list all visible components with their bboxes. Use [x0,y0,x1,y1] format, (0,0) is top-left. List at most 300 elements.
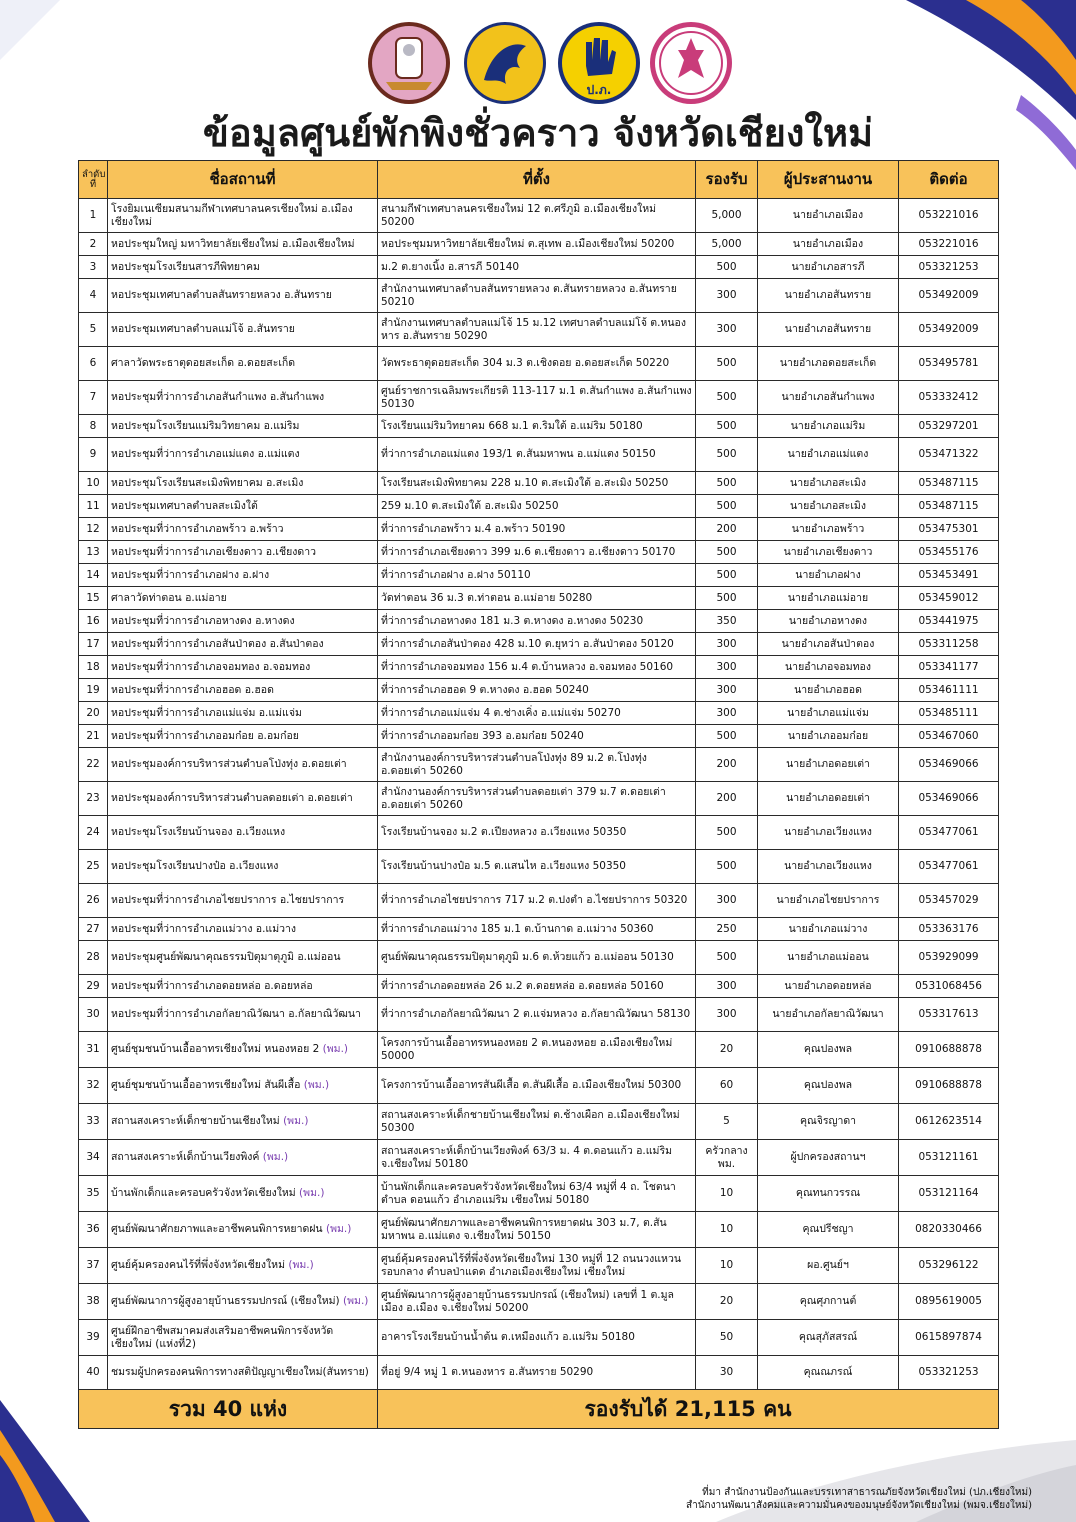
shelter-contact: 0531068456 [899,975,999,998]
shelter-name-text: สถานสงเคราะห์เด็กบ้านเวียงพิงค์ [111,1151,260,1163]
row-number: 5 [79,313,108,347]
shelter-contact: 053461111 [899,679,999,702]
table-row [79,587,999,610]
shelter-coordinator: นายอำเภอดอยหล่อ [758,975,899,998]
shelter-capacity: 200 [696,782,758,816]
shelter-contact: 0615897874 [899,1320,999,1356]
shelter-name [108,495,378,518]
shelter-location: ที่ว่าการอำเภอแม่วาง 185 ม.1 ต.บ้านกาด อ.แม่วาง 50360 [378,918,696,941]
shelter-name [108,1248,378,1284]
shelter-location: โรงเรียนบ้านจอง ม.2 ต.เปียงหลวง อ.เวียงแหง 50350 [378,816,696,850]
shelter-contact: 0895619005 [899,1284,999,1320]
shelter-coordinator: นายอำเภอแม่ออน [758,941,899,975]
shelter-name [108,975,378,998]
shelter-name-text: หอประชุมโรงเรียนบ้านจอง อ.เวียงแหง [111,826,286,838]
shelter-location: ศูนย์พัฒนาศักยภาพและอาชีพคนพิการหยาดฝน 303 ม.7, ต.สันมหาพน อ.แม่แตง จ.เชียงใหม่ 50150 [378,1212,696,1248]
shelter-name [108,438,378,472]
shelter-name [108,347,378,381]
shelter-capacity: 500 [696,541,758,564]
shelter-capacity: 300 [696,633,758,656]
table-row [79,679,999,702]
header-coordinator: ผู้ประสานงาน [758,161,899,199]
shelter-name-text: หอประชุมองค์การบริหารส่วนตำบลโป่งทุ่ง อ.ดอยเต่า [111,758,347,770]
shelter-capacity: 500 [696,381,758,415]
shelter-contact: 053495781 [899,347,999,381]
row-number: 18 [79,656,108,679]
table-row [79,610,999,633]
shelter-capacity: 500 [696,495,758,518]
table-row [79,313,999,347]
shelter-name-text: ศูนย์พัฒนาศักยภาพและอาชีพคนพิการหยาดฝน [111,1223,323,1235]
row-number: 27 [79,918,108,941]
row-number: 32 [79,1068,108,1104]
shelter-name-text: ศูนย์คุ้มครองคนไร้ที่พึ่งจังหวัดเชียงใหม่ [111,1259,286,1271]
shelter-name [108,1176,378,1212]
shelter-coordinator: คุณณภรณ์ [758,1356,899,1390]
shelter-name-text: หอประชุมศูนย์พัฒนาคุณธรรมปิตุมาตุภูมิ อ.แม่ออน [111,951,341,963]
row-number: 22 [79,748,108,782]
header-capacity: รองรับ [696,161,758,199]
shelter-location: ที่ว่าการอำเภอหางดง 181 ม.3 ต.หางดง อ.หางดง 50230 [378,610,696,633]
shelter-name [108,941,378,975]
table-row [79,233,999,256]
shelter-location: โรงเรียนบ้านปางป๋อ ม.5 ต.แสนไห อ.เวียงแหง 50350 [378,850,696,884]
shelter-name-text: หอประชุมที่ว่าการอำเภอไชยปราการ อ.ไชยปราการ [111,894,345,906]
table-row [79,1068,999,1104]
shelter-capacity: 10 [696,1176,758,1212]
shelter-coordinator: นายอำเภอเชียงดาว [758,541,899,564]
agency-tag: (พม.) [343,1295,369,1307]
shelter-name-text: ชมรมผู้ปกครองคนพิการทางสติปัญญาเชียงใหม่(สันทราย) [111,1366,369,1378]
shelter-location: ที่ว่าการอำเภอแม่แจ่ม 4 ต.ช่างเคิ่ง อ.แม่แจ่ม 50270 [378,702,696,725]
shelter-location: วัดพระธาตุดอยสะเก็ด 304 ม.3 ต.เชิงดอย อ.ดอยสะเก็ด 50220 [378,347,696,381]
shelter-coordinator: นายอำเภอไชยปราการ [758,884,899,918]
shelter-location: สำนักงานองค์การบริหารส่วนตำบลโป่งทุ่ง 89 ม.2 ต.โป่งทุ่ง อ.ดอยเต่า 50260 [378,748,696,782]
shelter-name-text: หอประชุมเทศบาลตำบลแม่โจ้ อ.สันทราย [111,323,295,335]
shelter-location: โรงเรียนแม่ริมวิทยาคม 668 ม.1 ต.ริมใต้ อ.แม่ริม 50180 [378,415,696,438]
shelter-contact: 053121164 [899,1176,999,1212]
shelter-contact: 053321253 [899,256,999,279]
shelter-location: บ้านพักเด็กและครอบครัวจังหวัดเชียงใหม่ 63/4 หมู่ที่ 4 ถ. โชตนา ตำบล ดอนแก้ว อำเภอแม่ริม เชียงใหม่ 50180 [378,1176,696,1212]
row-number: 31 [79,1032,108,1068]
shelter-coordinator: นายอำเภอสารภี [758,256,899,279]
shelter-name [108,564,378,587]
shelter-name [108,1140,378,1176]
row-number: 13 [79,541,108,564]
shelter-contact: 053441975 [899,610,999,633]
shelter-coordinator: นายอำเภอจอมทอง [758,656,899,679]
shelter-location: ศูนย์พัฒนาการผู้สูงอายุบ้านธรรมปกรณ์ (เชียงใหม่) เลขที่ 1 ต.มูลเมือง อ.เมือง จ.เชียงใหม่ 50200 [378,1284,696,1320]
table-row [79,782,999,816]
shelter-coordinator: นายอำเภอสันป่าตอง [758,633,899,656]
table-row [79,495,999,518]
shelter-name [108,415,378,438]
shelter-capacity: 500 [696,564,758,587]
shelter-name-text: หอประชุมที่ว่าการอำเภออมก๋อย อ.อมก๋อย [111,729,299,742]
shelter-name-text: หอประชุมที่ว่าการอำเภอฮอด อ.ฮอด [111,683,274,696]
agency-tag: (พม.) [299,1187,325,1199]
shelter-capacity: 500 [696,587,758,610]
shelter-contact: 053929099 [899,941,999,975]
row-number: 23 [79,782,108,816]
row-number: 30 [79,998,108,1032]
shelter-name-text: หอประชุมเทศบาลตำบลสันทรายหลวง อ.สันทราย [111,289,332,301]
shelter-name [108,702,378,725]
row-number: 10 [79,472,108,495]
shelter-location: สถานสงเคราะห์เด็กชายบ้านเชียงใหม่ ต.ช้างเผือก อ.เมืองเชียงใหม่ 50300 [378,1104,696,1140]
shelter-capacity: 60 [696,1068,758,1104]
shelter-name [108,1032,378,1068]
agency-tag: (พม.) [283,1115,309,1127]
shelter-capacity: 250 [696,918,758,941]
shelter-coordinator: นายอำเภอเมือง [758,233,899,256]
shelter-location: ที่ว่าการอำเภอดอยหล่อ 26 ม.2 ต.ดอยหล่อ อ.ดอยหล่อ 50160 [378,975,696,998]
shelter-name [108,1212,378,1248]
header-name: ชื่อสถานที่ [108,161,378,199]
header-no: ลำดับที่ [79,161,108,199]
table-row [79,850,999,884]
shelter-capacity: 500 [696,347,758,381]
shelter-contact: 053453491 [899,564,999,587]
table-row [79,347,999,381]
shelter-location: ที่ว่าการอำเภอเชียงดาว 399 ม.6 ต.เชียงดาว อ.เชียงดาว 50170 [378,541,696,564]
shelter-capacity: 500 [696,415,758,438]
shelter-location: หอประชุมมหาวิทยาลัยเชียงใหม่ ต.สุเทพ อ.เมืองเชียงใหม่ 50200 [378,233,696,256]
row-number: 24 [79,816,108,850]
shelter-coordinator: นายอำเภอดอยเต่า [758,748,899,782]
row-number: 40 [79,1356,108,1390]
shelter-name [108,199,378,233]
shelter-name [108,1284,378,1320]
shelter-contact: 0910688878 [899,1032,999,1068]
agency-tag: (พม.) [262,1151,289,1163]
shelter-name [108,1104,378,1140]
shelter-name [108,472,378,495]
shelter-capacity: 500 [696,725,758,748]
source-note [686,1486,1032,1512]
table-row [79,1140,999,1176]
shelter-coordinator: นายอำเภอเมือง [758,199,899,233]
shelter-capacity: ครัวกลาง พม. [696,1140,758,1176]
shelter-capacity: 350 [696,610,758,633]
shelter-name [108,381,378,415]
shelter-contact: 053311258 [899,633,999,656]
shelter-contact: 053332412 [899,381,999,415]
shelter-name [108,1356,378,1390]
shelter-location: โรงเรียนสะเมิงพิทยาคม 228 ม.10 ต.สะเมิงใต้ อ.สะเมิง 50250 [378,472,696,495]
shelter-name-text: หอประชุมที่ว่าการอำเภอดอยหล่อ อ.ดอยหล่อ [111,979,313,992]
svg-text:ป.ภ.: ป.ภ. [586,83,612,97]
shelter-capacity: 5 [696,1104,758,1140]
shelter-location: 259 ม.10 ต.สะเมิงใต้ อ.สะเมิง 50250 [378,495,696,518]
total-capacity: รองรับได้ 21,115 คน [378,1390,999,1429]
shelter-capacity: 30 [696,1356,758,1390]
shelter-coordinator: คุณศุภกานต์ [758,1284,899,1320]
shelter-location: ที่ว่าการอำเภอฮอด 9 ต.หางดง อ.ฮอด 50240 [378,679,696,702]
shelter-capacity: 500 [696,850,758,884]
shelter-capacity: 300 [696,679,758,702]
row-number: 29 [79,975,108,998]
row-number: 9 [79,438,108,472]
shelter-location: ศูนย์พัฒนาคุณธรรมปิตุมาตุภูมิ ม.6 ต.ห้วยแก้ว อ.แม่ออน 50130 [378,941,696,975]
shelter-coordinator: ผู้ปกครองสถานฯ [758,1140,899,1176]
shelter-name [108,541,378,564]
total-places: รวม 40 แห่ง [79,1390,378,1429]
row-number: 38 [79,1284,108,1320]
row-number: 16 [79,610,108,633]
shelter-name [108,313,378,347]
source-line-1: ที่มา สำนักงานป้องกันและบรรเทาสาธารณภัยจังหวัดเชียงใหม่ (ปภ.เชียงใหม่) [702,1487,1032,1498]
shelter-name [108,998,378,1032]
shelter-name-text: ศูนย์พัฒนาการผู้สูงอายุบ้านธรรมปกรณ์ (เชียงใหม่) [111,1295,340,1307]
row-number: 37 [79,1248,108,1284]
shelter-coordinator: นายอำเภอสันทราย [758,313,899,347]
table-row [79,1032,999,1068]
shelter-location: ที่ว่าการอำเภอสันป่าตอง 428 ม.10 ต.ยุหว่า อ.สันป่าตอง 50120 [378,633,696,656]
shelter-name-text: หอประชุมโรงเรียนสะเมิงพิทยาคม อ.สะเมิง [111,476,304,489]
shelter-coordinator: ผอ.ศูนย์ฯ [758,1248,899,1284]
shelter-name-text: บ้านพักเด็กและครอบครัวจังหวัดเชียงใหม่ [111,1187,296,1199]
shelter-coordinator: นายอำเภอดอยเต่า [758,782,899,816]
row-number: 21 [79,725,108,748]
deity-seal-icon [648,20,734,106]
agency-tag: (พม.) [303,1079,330,1091]
shelter-capacity: 300 [696,884,758,918]
shelter-name [108,816,378,850]
shelter-contact: 053469066 [899,748,999,782]
table-row [79,1320,999,1356]
shelter-name [108,748,378,782]
row-number: 26 [79,884,108,918]
shelter-contact: 053492009 [899,279,999,313]
shelter-coordinator: นายอำเภอเวียงแหง [758,850,899,884]
shelter-coordinator: นายอำเภอสะเมิง [758,495,899,518]
shelter-contact: 053475301 [899,518,999,541]
shelter-name-text: หอประชุมที่ว่าการอำเภอแม่แจ่ม อ.แม่แจ่ม [111,706,302,719]
shelter-name [108,1320,378,1356]
shelter-name-text: ศาลาวัดพระธาตุดอยสะเก็ด อ.ดอยสะเก็ด [111,357,296,369]
row-number: 7 [79,381,108,415]
shelter-coordinator: นายอำเภอดอยสะเก็ด [758,347,899,381]
shelter-coordinator: นายอำเภอแม่ริม [758,415,899,438]
shelter-contact: 053321253 [899,1356,999,1390]
table-header-row [79,161,999,199]
shelter-name-text: หอประชุมที่ว่าการอำเภอเชียงดาว อ.เชียงดาว [111,545,317,558]
shelter-contact: 053317613 [899,998,999,1032]
table-row [79,975,999,998]
shelter-name-text: หอประชุมที่ว่าการอำเภอกัลยาณิวัฒนา อ.กัลยาณิวัฒนา [111,1008,361,1020]
shelter-coordinator: นายอำเภอแม่อาย [758,587,899,610]
table-row [79,256,999,279]
shelter-location: ที่ว่าการอำเภอฝาง อ.ฝาง 50110 [378,564,696,587]
shelter-capacity: 500 [696,472,758,495]
shelter-coordinator: คุณจิรญาดา [758,1104,899,1140]
shelter-capacity: 300 [696,279,758,313]
shelter-location: ที่ว่าการอำเภอไชยปราการ 717 ม.2 ต.ปงตำ อ.ไชยปราการ 50320 [378,884,696,918]
shelter-contact: 053457029 [899,884,999,918]
shelter-capacity: 5,000 [696,199,758,233]
header-location: ที่ตั้ง [378,161,696,199]
table-row [79,381,999,415]
shelter-name-text: ศาลาวัดท่าตอน อ.แม่อาย [111,591,227,604]
shelter-capacity: 20 [696,1284,758,1320]
shelter-coordinator: คุณปองพล [758,1068,899,1104]
shelter-name-text: หอประชุมที่ว่าการอำเภอพร้าว อ.พร้าว [111,522,284,535]
logo-row [0,20,1076,106]
shelter-name-text: หอประชุมใหญ่ มหาวิทยาลัยเชียงใหม่ อ.เมืองเชียงใหม่ [111,237,355,250]
row-number: 6 [79,347,108,381]
shelter-table [78,160,999,1429]
shelter-name [108,518,378,541]
shelter-contact: 053467060 [899,725,999,748]
shelter-coordinator: นายอำเภอสันทราย [758,279,899,313]
shelter-contact: 053469066 [899,782,999,816]
shelter-table-container [78,160,998,1429]
shelter-name-text: หอประชุมองค์การบริหารส่วนตำบลดอยเต่า อ.ดอยเต่า [111,792,353,804]
shelter-coordinator: นายอำเภอฮอด [758,679,899,702]
row-number: 36 [79,1212,108,1248]
shelter-coordinator: คุณทนกวรรณ [758,1176,899,1212]
shelter-name [108,1068,378,1104]
shelter-capacity: 200 [696,518,758,541]
shelter-name [108,782,378,816]
table-row [79,279,999,313]
shelter-name-text: สถานสงเคราะห์เด็กชายบ้านเชียงใหม่ [111,1115,280,1127]
table-row [79,472,999,495]
shelter-capacity: 500 [696,941,758,975]
shelter-coordinator: นายอำเภอสันกำแพง [758,381,899,415]
shelter-contact: 053341177 [899,656,999,679]
shelter-capacity: 300 [696,313,758,347]
shelter-name [108,256,378,279]
shelter-coordinator: คุณปรีชญา [758,1212,899,1248]
shelter-name-text: หอประชุมที่ว่าการอำเภอสันป่าตอง อ.สันป่าตอง [111,637,324,650]
row-number: 8 [79,415,108,438]
table-row [79,564,999,587]
shelter-coordinator: นายอำเภอกัลยาณิวัฒนา [758,998,899,1032]
shelter-name-text: ศูนย์ฝึกอาชีพสมาคมส่งเสริมอาชีพคนพิการจังหวัดเชียงใหม่ (แห่งที่2) [111,1324,334,1350]
shelter-coordinator: นายอำเภอแม่แตง [758,438,899,472]
table-row [79,656,999,679]
table-row [79,816,999,850]
shelter-name [108,884,378,918]
shelter-name [108,918,378,941]
shelter-coordinator: นายอำเภอสะเมิง [758,472,899,495]
row-number: 3 [79,256,108,279]
shelter-location: ที่ว่าการอำเภอพร้าว ม.4 อ.พร้าว 50190 [378,518,696,541]
row-number: 33 [79,1104,108,1140]
shelter-location: ม.2 ต.ยางเนิ้ง อ.สารภี 50140 [378,256,696,279]
shelter-name [108,633,378,656]
table-row [79,1248,999,1284]
shelter-location: สำนักงานเทศบาลตำบลสันทรายหลวง ต.สันทรายหลวง อ.สันทราย 50210 [378,279,696,313]
row-number: 11 [79,495,108,518]
agency-tag: (พม.) [288,1259,314,1271]
shelter-contact: 053485111 [899,702,999,725]
shelter-contact: 053459012 [899,587,999,610]
shelter-capacity: 500 [696,256,758,279]
shelter-location: สำนักงานองค์การบริหารส่วนตำบลดอยเต่า 379 ม.7 ต.ดอยเต่า อ.ดอยเต่า 50260 [378,782,696,816]
row-number: 25 [79,850,108,884]
row-number: 4 [79,279,108,313]
shelter-contact: 053297201 [899,415,999,438]
shelter-location: อาคารโรงเรียนบ้านน้ำต้น ต.เหมืองแก้ว อ.แม่ริม 50180 [378,1320,696,1356]
shelter-name [108,725,378,748]
table-row [79,438,999,472]
row-number: 19 [79,679,108,702]
table-row [79,1212,999,1248]
shelter-location: สนามกีฬาเทศบาลนครเชียงใหม่ 12 ต.ศรีภูมิ อ.เมืองเชียงใหม่ 50200 [378,199,696,233]
shelter-name-text: หอประชุมโรงเรียนสารภีพิทยาคม [111,260,260,273]
shelter-contact: 053296122 [899,1248,999,1284]
shelter-contact: 053221016 [899,233,999,256]
shelter-name-text: หอประชุมที่ว่าการอำเภอหางดง อ.หางดง [111,614,295,627]
shelter-contact: 053477061 [899,850,999,884]
shelter-location: ที่ว่าการอำเภอแม่แตง 193/1 ต.สันมหาพน อ.แม่แตง 50150 [378,438,696,472]
shelter-name [108,850,378,884]
dragon-emblem-icon [462,20,548,106]
row-number: 20 [79,702,108,725]
table-row [79,541,999,564]
shelter-location: โครงการบ้านเอื้ออาทรหนองหอย 2 ต.หนองหอย อ.เมืองเชียงใหม่ 50000 [378,1032,696,1068]
shelter-location: สำนักงานเทศบาลตำบลแม่โจ้ 15 ม.12 เทศบาลตำบลแม่โจ้ ต.หนองหาร อ.สันทราย 50290 [378,313,696,347]
shelter-location: ที่ว่าการอำเภอจอมทอง 156 ม.4 ต.บ้านหลวง อ.จอมทอง 50160 [378,656,696,679]
shelter-contact: 053477061 [899,816,999,850]
shelter-name [108,587,378,610]
shelter-coordinator: นายอำเภอพร้าว [758,518,899,541]
shelter-contact: 053492009 [899,313,999,347]
table-row [79,725,999,748]
shelter-location: ศูนย์คุ้มครองคนไร้ที่พึ่งจังหวัดเชียงใหม่ 130 หมู่ที่ 12 ถนนวงแหวนรอบกลาง ตำบลป่าแดด อำเภอเมืองเชียงใหม่ เชียงใหม่ [378,1248,696,1284]
shelter-capacity: 300 [696,975,758,998]
shelter-capacity: 500 [696,438,758,472]
shelter-contact: 053471322 [899,438,999,472]
row-number: 14 [79,564,108,587]
table-footer-row [79,1390,999,1429]
shelter-name [108,279,378,313]
shelter-coordinator: นายอำเภอเวียงแหง [758,816,899,850]
shelter-coordinator: คุณปองพล [758,1032,899,1068]
shelter-contact: 053487115 [899,495,999,518]
shelter-contact: 053455176 [899,541,999,564]
table-row [79,918,999,941]
page-title: ข้อมูลศูนย์พักพิงชั่วคราว จังหวัดเชียงใหม่ [202,111,874,155]
table-body [79,199,999,1390]
shelter-name-text: หอประชุมโรงเรียนแม่ริมวิทยาคม อ.แม่ริม [111,419,300,432]
shelter-location: ที่ว่าการอำเภออมก๋อย 393 อ.อมก๋อย 50240 [378,725,696,748]
shelter-name-text: หอประชุมที่ว่าการอำเภอจอมทอง อ.จอมทอง [111,660,311,673]
shelter-location: สถานสงเคราะห์เด็กบ้านเวียงพิงค์ 63/3 ม. 4 ต.ดอนแก้ว อ.แม่ริม จ.เชียงใหม่ 50180 [378,1140,696,1176]
table-row [79,884,999,918]
row-number: 2 [79,233,108,256]
shelter-capacity: 50 [696,1320,758,1356]
decoration-bottom-left [0,1400,90,1522]
table-row [79,1176,999,1212]
shelter-name [108,233,378,256]
shelter-location: ที่ว่าการอำเภอกัลยาณิวัฒนา 2 ต.แจ่มหลวง อ.กัลยาณิวัฒนา 58130 [378,998,696,1032]
shelter-name-text: หอประชุมที่ว่าการอำเภอแม่วาง อ.แม่วาง [111,922,297,935]
row-number: 28 [79,941,108,975]
table-row [79,1356,999,1390]
shelter-coordinator: นายอำเภอแม่แจ่ม [758,702,899,725]
table-row [79,199,999,233]
shelter-capacity: 10 [696,1248,758,1284]
dopa-hand-emblem-icon [556,20,642,106]
table-row [79,702,999,725]
shelter-location: โครงการบ้านเอื้ออาทรสันผีเสื้อ ต.สันผีเสื้อ อ.เมืองเชียงใหม่ 50300 [378,1068,696,1104]
shelter-capacity: 300 [696,702,758,725]
shelter-capacity: 5,000 [696,233,758,256]
